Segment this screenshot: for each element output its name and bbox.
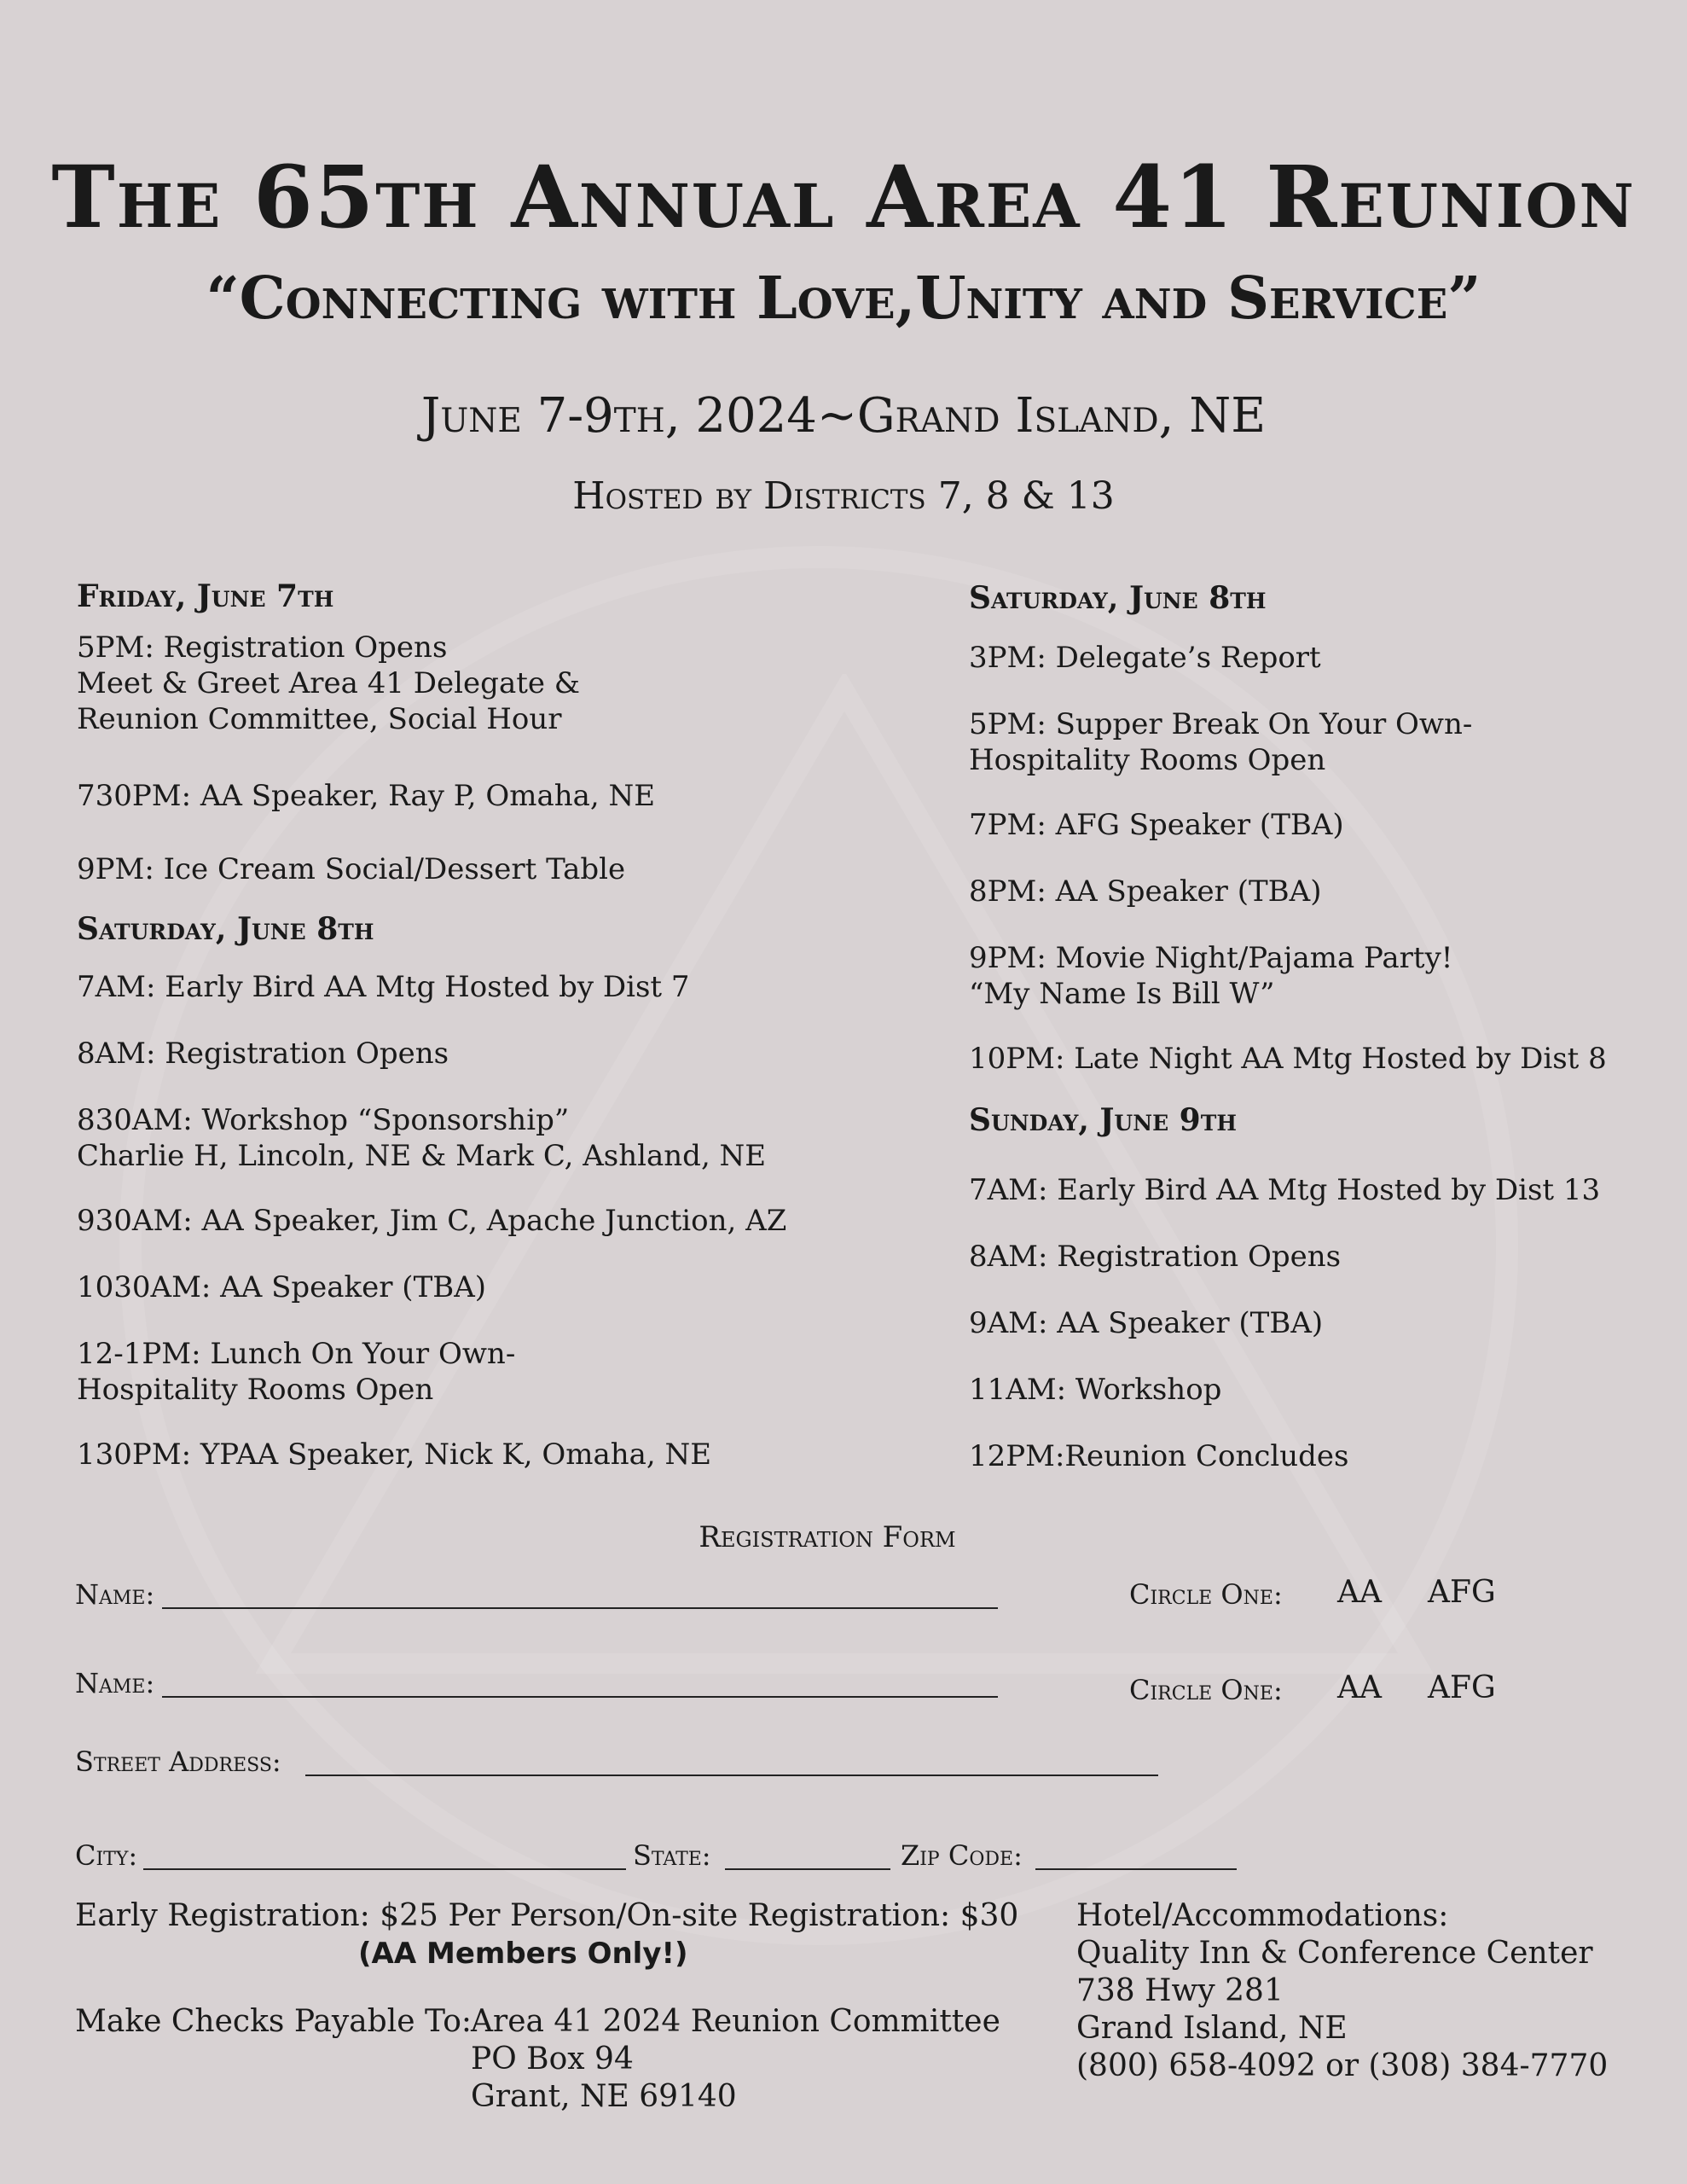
circle-one-label: Circle One: xyxy=(1129,1578,1283,1611)
name-field-1[interactable] xyxy=(162,1607,998,1609)
schedule-item: 12-1PM: Lunch On Your Own- Hospitality Rooms Open xyxy=(77,1337,516,1407)
street-address-label: Street Address: xyxy=(75,1745,281,1778)
event-dates: June 7-9th, 2024~Grand Island, NE xyxy=(420,388,1267,444)
registration-form-title: Registration Form xyxy=(699,1520,956,1554)
zip-code-label: Zip Code: xyxy=(901,1839,1023,1872)
saturday-heading: Saturday, June 8th xyxy=(77,911,374,947)
schedule-item: 10PM: Late Night AA Mtg Hosted by Dist 8 xyxy=(969,1042,1607,1076)
schedule-item: 930AM: AA Speaker, Jim C, Apache Junction, AZ xyxy=(77,1204,787,1238)
checks-label: Make Checks Payable To: xyxy=(75,2004,472,2039)
schedule-item: 9AM: AA Speaker (TBA) xyxy=(969,1306,1324,1340)
schedule-item: 5PM: Supper Break On Your Own- Hospitality Rooms Open xyxy=(969,707,1473,777)
option-afg-1[interactable]: AFG xyxy=(1428,1575,1496,1610)
schedule-item: 7AM: Early Bird AA Mtg Hosted by Dist 7 xyxy=(77,970,690,1004)
schedule-item: 8AM: Registration Opens xyxy=(969,1240,1342,1274)
zip-code-field[interactable] xyxy=(1035,1868,1237,1870)
schedule-item: 1030AM: AA Speaker (TBA) xyxy=(77,1270,487,1304)
page-title: The 65th Annual Area 41 Reunion xyxy=(51,147,1636,247)
sunday-heading: Sunday, June 9th xyxy=(969,1102,1237,1138)
schedule-item: 9PM: Ice Cream Social/Dessert Table xyxy=(77,852,626,886)
option-aa-1[interactable]: AA xyxy=(1337,1575,1382,1610)
hosted-by: Hosted by Districts 7, 8 & 13 xyxy=(572,474,1115,518)
schedule-item: 8PM: AA Speaker (TBA) xyxy=(969,874,1322,909)
schedule-item: 730PM: AA Speaker, Ray P, Omaha, NE xyxy=(77,779,656,813)
hotel-street: 738 Hwy 281 xyxy=(1076,1973,1284,2008)
schedule-item: 7PM: AFG Speaker (TBA) xyxy=(969,808,1344,842)
members-only-note: (AA Members Only!) xyxy=(358,1937,688,1971)
schedule-item: 830AM: Workshop “Sponsorship” Charlie H, Lincoln, NE & Mark C, Ashland, NE xyxy=(77,1103,767,1173)
checks-city: Grant, NE 69140 xyxy=(471,2079,737,2114)
street-address-field[interactable] xyxy=(305,1774,1158,1776)
schedule-item: 3PM: Delegate’s Report xyxy=(969,641,1321,675)
pricing-text: Early Registration: $25 Per Person/On-site Registration: $30 xyxy=(75,1898,1019,1933)
saturday-heading: Saturday, June 8th xyxy=(969,580,1267,616)
hotel-name: Quality Inn & Conference Center xyxy=(1076,1936,1593,1971)
name-label: Name: xyxy=(75,1667,155,1699)
name-label: Name: xyxy=(75,1578,155,1611)
option-afg-2[interactable]: AFG xyxy=(1428,1670,1496,1705)
hotel-phone: (800) 658-4092 or (308) 384-7770 xyxy=(1076,2048,1609,2083)
schedule-item: 12PM:Reunion Concludes xyxy=(969,1439,1349,1473)
schedule-item: 8AM: Registration Opens xyxy=(77,1037,449,1071)
schedule-item: 11AM: Workshop xyxy=(969,1373,1222,1407)
state-field[interactable] xyxy=(725,1868,890,1870)
option-aa-2[interactable]: AA xyxy=(1337,1670,1382,1705)
state-label: State: xyxy=(633,1839,711,1872)
name-field-2[interactable] xyxy=(162,1696,998,1698)
hotel-city: Grand Island, NE xyxy=(1076,2011,1348,2046)
hotel-label: Hotel/Accommodations: xyxy=(1076,1898,1449,1933)
city-field[interactable] xyxy=(143,1868,626,1870)
friday-heading: Friday, June 7th xyxy=(77,578,334,614)
schedule-item: 130PM: YPAA Speaker, Nick K, Omaha, NE xyxy=(77,1438,712,1472)
circle-one-label: Circle One: xyxy=(1129,1674,1283,1706)
city-label: City: xyxy=(75,1839,138,1872)
schedule-item: 7AM: Early Bird AA Mtg Hosted by Dist 13 xyxy=(969,1173,1601,1207)
page-subtitle: “Connecting with Love,Unity and Service” xyxy=(206,264,1481,333)
schedule-item: 9PM: Movie Night/Pajama Party! “My Name Is Bill W” xyxy=(969,941,1453,1011)
checks-po-box: PO Box 94 xyxy=(471,2042,634,2077)
schedule-item: 5PM: Registration Opens Meet & Greet Area 41 Delegate & Reunion Committee, Social Hour xyxy=(77,630,581,736)
checks-payee: Area 41 2024 Reunion Committee xyxy=(471,2004,1000,2039)
